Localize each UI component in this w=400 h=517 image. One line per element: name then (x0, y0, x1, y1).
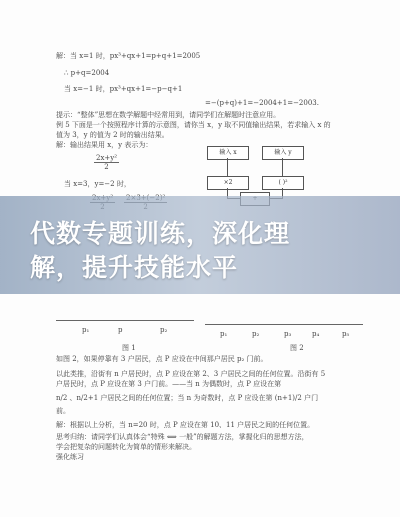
text-line: n/2 、n/2+1 户居民之间的任何位置；当 n 为奇数时，点 P 应设在第 (n+1)/2 户门 (56, 394, 319, 402)
input-y-box: 输入 y (262, 146, 304, 160)
text-line: 思考归纳：请同学们认真体会“特殊 ⟺ 一般”的解题方法，掌握化归的思想方法， (56, 433, 309, 441)
text-line: 解：根据以上分析，当 n=20 时，点 P 应设在第 10、11 户居民之间的任何位置。 (56, 421, 315, 429)
text-line: ∴ p+q=2004 (64, 69, 110, 77)
point-label: p₁ (220, 330, 228, 338)
point-label: p₁ (82, 326, 90, 334)
text-line: 前。 (56, 407, 70, 415)
headline-line-1: 代数专题训练，深化理 (30, 219, 291, 248)
text-line: 如图 2，如果停靠有 3 户居民，点 P 应设在中间那户居民 p₂ 门前。 (56, 355, 268, 363)
point-label: p₅ (342, 330, 350, 338)
text-line: 解：当 x=1 时，px³+qx+1=p+q+1=2005 (56, 52, 201, 60)
line-figure-2 (205, 324, 363, 325)
text-line: 提示：“整体”思想在数学解题中经常用到，请同学们在解题时注意应用。 (56, 111, 281, 119)
point-label: p₄ (312, 330, 320, 338)
text-line: 解：输出结果用 x，y 表示为： (56, 141, 153, 149)
text-line: 以此类推，沿街有 n 户居民时，点 P 应设在第 2、3 户居民之间的任何位置。沿街有 5 (56, 370, 326, 378)
point-label: p₂ (252, 330, 260, 338)
text-line: 户居民时，点 P 应设在第 3 户门前。——当 n 为偶数时，点 P 应设在第 (56, 380, 282, 388)
square-box: ( )² (262, 176, 304, 190)
text-line: 值为 3，y 的值为 2 时的输出结果。 (56, 131, 169, 139)
times-two-box: ×2 (207, 176, 249, 190)
input-x-box: 输入 x (207, 146, 249, 160)
point-label: p₂ (160, 326, 168, 334)
headline-line-2: 解，提升技能水平 (30, 253, 239, 282)
headline-banner (0, 196, 400, 294)
text-line: 当 x=3，y=−2 时， (64, 180, 131, 188)
text-line: 强化练习 (56, 453, 84, 461)
line-figure-1 (56, 320, 194, 321)
text-line: 例 5 下面是一个按照程序计算的示意图，请你当 x，y 取不同值输出结果，若求输入 x 的 (56, 121, 331, 129)
point-label: p₃ (284, 330, 292, 338)
figure-caption: 图 2 (290, 344, 304, 352)
text-line: 学会把复杂的问题转化为简单的情形来解决。 (56, 443, 196, 451)
point-label: p (118, 326, 123, 334)
text-line: 当 x=−1 时，px³+qx+1=−p−q+1 (64, 85, 183, 93)
fraction-1: $\frac{\text{2x+y²}}{2}$ (96, 154, 118, 171)
text-line: =−(p+q)+1=−2004+1=−2003. (205, 99, 319, 107)
figure-caption: 图 1 (122, 344, 136, 352)
